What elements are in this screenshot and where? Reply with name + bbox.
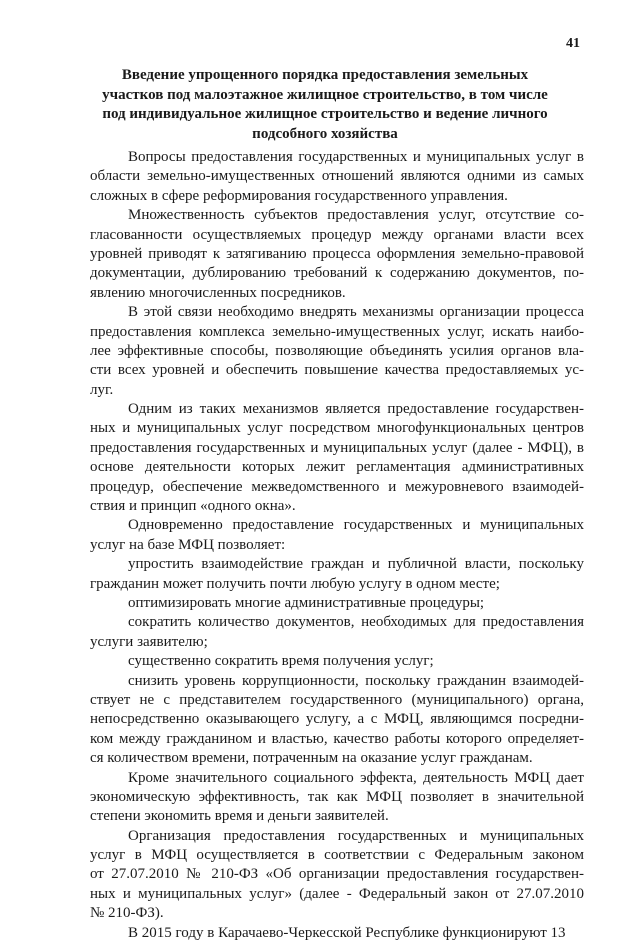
text-line: сложных в сфере реформирования государственного управления. [90, 187, 508, 204]
text-line: области земельно-имущественных отношений являются одними из самых [90, 168, 584, 185]
paragraph [90, 652, 584, 671]
text-line: ствует не с представителем государственного (муниципального) органа, [90, 691, 584, 708]
text-line: ных и муниципальных услуг» (далее - Федеральный закон от 27.07.2010 [90, 885, 584, 902]
text-line: непосредственно оказывающего услугу, а с МФЦ, являющимся посредни- [90, 711, 584, 728]
text-line: ся количеством времени, потраченным на оказание услуг гражданам. [90, 750, 533, 767]
text-line: В 2015 году в Карачаево-Черкесской Республике функционируют 13 [128, 924, 566, 941]
text-line: основе деятельности которых лежит регламентация административных [90, 459, 584, 476]
paragraph [90, 613, 584, 652]
document-body [90, 148, 584, 943]
text-line: луг. [90, 381, 114, 398]
paragraph [90, 148, 584, 206]
text-line: Одним из таких механизмов является предоставление государствен- [128, 401, 584, 418]
title-line: подсобного хозяйства [252, 125, 398, 142]
text-line: В этой связи необходимо внедрять механизмы организации процесса [128, 304, 584, 321]
text-line: гласованности осуществляемых процедур между органами власти всех [90, 226, 584, 243]
text-line: явлению многочисленных посредников. [90, 284, 346, 301]
text-line: лее эффективные способы, позволяющие объединять усилия органов вла- [90, 342, 584, 359]
text-line: Множественность субъектов предоставления услуг, отсутствие со- [128, 207, 584, 224]
text-line: услуг в МФЦ осуществляется в соответствии с Федеральным законом [90, 847, 584, 864]
text-line: ных и муниципальных услуг посредством многофункциональных центров [90, 420, 584, 437]
text-line: Вопросы предоставления государственных и муниципальных услуг в [128, 149, 584, 165]
text-line: услуги заявителю; [90, 633, 208, 650]
paragraph [90, 594, 584, 613]
text-line: процедур, обеспечение межведомственного и межуровневого взаимодей- [90, 478, 584, 495]
text-line: сти всех уровней и обеспечить повышение качества предоставляемых ус- [90, 362, 584, 379]
text-line: от 27.07.2010 № 210-ФЗ «Об организации предоставления государствен- [90, 866, 584, 883]
text-line: № 210-ФЗ). [90, 905, 164, 922]
title-line: участков под малоэтажное жилищное строительство, в том числе [102, 86, 548, 103]
paragraph [90, 400, 584, 516]
text-line: упростить взаимодействие граждан и публичной власти, поскольку [128, 556, 584, 573]
text-line: ствия и принцип «одного окна». [90, 498, 296, 515]
paragraph [90, 206, 584, 303]
text-line: предоставления комплекса земельно-имущественных услуг, искать наибо- [90, 323, 584, 340]
page-number: 41 [566, 36, 580, 51]
paragraph [90, 303, 584, 400]
text-line: документации, дублированию требований к содержанию документов, по- [90, 265, 584, 282]
text-line: сократить количество документов, необходимых для предоставления [128, 614, 584, 631]
text-line: ком между гражданином и властью, качество работы которого определяет- [90, 730, 584, 747]
paragraph [90, 769, 584, 827]
text-line: существенно сократить время получения услуг; [128, 653, 434, 670]
text-line: степени экономить время и деньги заявителей. [90, 808, 389, 825]
text-line: экономическую эффективность, так как МФЦ позволяет в значительной [90, 788, 584, 805]
section-title [90, 66, 560, 144]
paragraph [90, 555, 584, 594]
paragraph [90, 516, 584, 555]
text-line: Одновременно предоставление государственных и муниципальных [128, 517, 584, 534]
paragraph [90, 672, 584, 769]
text-line: оптимизировать многие административные процедуры; [128, 594, 485, 611]
paragraph [90, 924, 584, 943]
text-line: услуг на базе МФЦ позволяет: [90, 536, 286, 553]
text-line: Кроме значительного социального эффекта, деятельность МФЦ дает [128, 769, 584, 786]
title-line: под индивидуальное жилищное строительство и ведение личного [102, 106, 548, 122]
text-line: Организация предоставления государственных и муниципальных [128, 827, 584, 844]
paragraph [90, 827, 584, 924]
text-line: снизить уровень коррупционности, поскольку гражданин взаимодей- [128, 672, 584, 689]
text-line: предоставления государственных и муниципальных услуг (далее - МФЦ), в [90, 439, 584, 456]
title-line: Введение упрощенного порядка предоставления земельных [121, 67, 529, 83]
text-line: уровней приводят к затягиванию процесса оформления земельно-правовой [90, 245, 584, 262]
text-line: гражданин может получить почти любую услугу в одном месте; [90, 575, 500, 592]
